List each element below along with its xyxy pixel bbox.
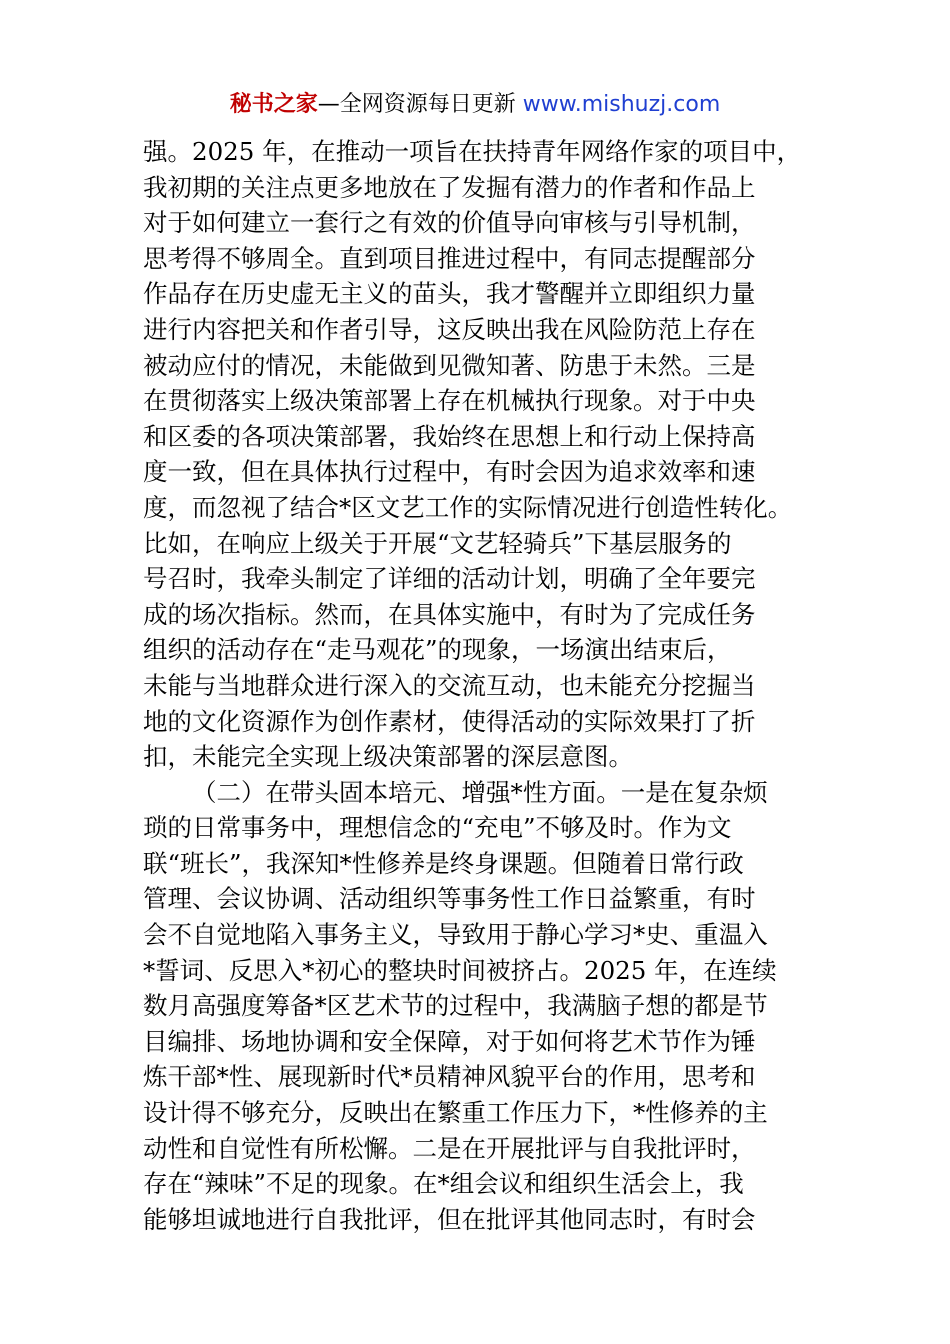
text-line: 度，而忽视了结合*区文艺工作的实际情况进行创造性转化。 xyxy=(143,492,793,522)
header-tagline: —全网资源每日更新 xyxy=(317,92,516,117)
text-line: 作品存在历史虚无主义的苗头，我才警醒并立即组织力量 xyxy=(143,279,756,309)
text-line: 强。2025 年，在推动一项旨在扶持青年网络作家的项目中， xyxy=(143,137,802,166)
text-line: 目编排、场地协调和安全保障，对于如何将艺术节作为锤 xyxy=(143,1026,756,1056)
text-line: 存在“辣味”不足的现象。在*组会议和组织生活会上，我 xyxy=(143,1169,744,1199)
text-line: 对于如何建立一套行之有效的价值导向审核与引导机制， xyxy=(143,208,756,238)
text-line: 比如，在响应上级关于开展“文艺轻骑兵”下基层服务的 xyxy=(143,528,732,558)
text-line: 进行内容把关和作者引导，这反映出我在风险防范上存在 xyxy=(143,314,756,344)
text-line: 琐的日常事务中，理想信念的“充电”不够及时。作为文 xyxy=(143,813,732,843)
text-line: 扣，未能完全实现上级决策部署的深层意图。 xyxy=(143,742,633,772)
text-line: 能够坦诚地进行自我批评，但在批评其他同志时，有时会 xyxy=(143,1204,756,1234)
text-line: 组织的活动存在“走马观花”的现象，一场演出结束后， xyxy=(143,635,732,665)
text-line: 设计得不够充分，反映出在繁重工作压力下，*性修养的主 xyxy=(143,1098,768,1128)
brand-name: 秘书之家 xyxy=(229,92,318,117)
text-line: 管理、会议协调、活动组织等事务性工作日益繁重，有时 xyxy=(143,884,756,914)
text-line: 在贯彻落实上级决策部署上存在机械执行现象。对于中央 xyxy=(143,386,756,416)
text-line: 和区委的各项决策部署，我始终在思想上和行动上保持高 xyxy=(143,421,756,451)
text-line: 被动应付的情况，未能做到见微知著、防患于未然。三是 xyxy=(143,350,756,380)
text-line: 思考得不够周全。直到项目推进过程中，有同志提醒部分 xyxy=(143,243,756,273)
document-body xyxy=(143,134,811,1237)
text-line: 地的文化资源作为创作素材，使得活动的实际效果打了折 xyxy=(143,706,756,736)
text-line: 炼干部*性、展现新时代*员精神风貌平台的作用，思考和 xyxy=(143,1062,756,1092)
text-line: 联“班长”，我深知*性修养是终身课题。但随着日常行政 xyxy=(143,848,744,878)
site-url[interactable]: www.mishuzj.com xyxy=(522,92,721,117)
section-heading-line: （二）在带头固本培元、增强*性方面。一是在复杂烦 xyxy=(192,777,768,807)
text-line: 动性和自觉性有所松懈。二是在开展批评与自我批评时， xyxy=(143,1133,756,1163)
text-line: 数月高强度筹备*区艺术节的过程中，我满脑子想的都是节 xyxy=(143,991,768,1021)
text-line: 成的场次指标。然而，在具体实施中，有时为了完成任务 xyxy=(143,599,756,629)
text-line: 会不自觉地陷入事务主义，导致用于静心学习*史、重温入 xyxy=(143,920,768,950)
text-line: 我初期的关注点更多地放在了发掘有潜力的作者和作品上 xyxy=(143,172,756,202)
text-line: *誓词、反思入*初心的整块时间被挤占。2025 年，在连续 xyxy=(143,955,777,985)
text-line: 未能与当地群众进行深入的交流互动，也未能充分挖掘当 xyxy=(143,670,756,700)
text-line: 度一致，但在具体执行过程中，有时会因为追求效率和速 xyxy=(143,457,756,487)
site-header xyxy=(0,88,950,122)
text-line: 号召时，我牵头制定了详细的活动计划，明确了全年要完 xyxy=(143,564,756,594)
